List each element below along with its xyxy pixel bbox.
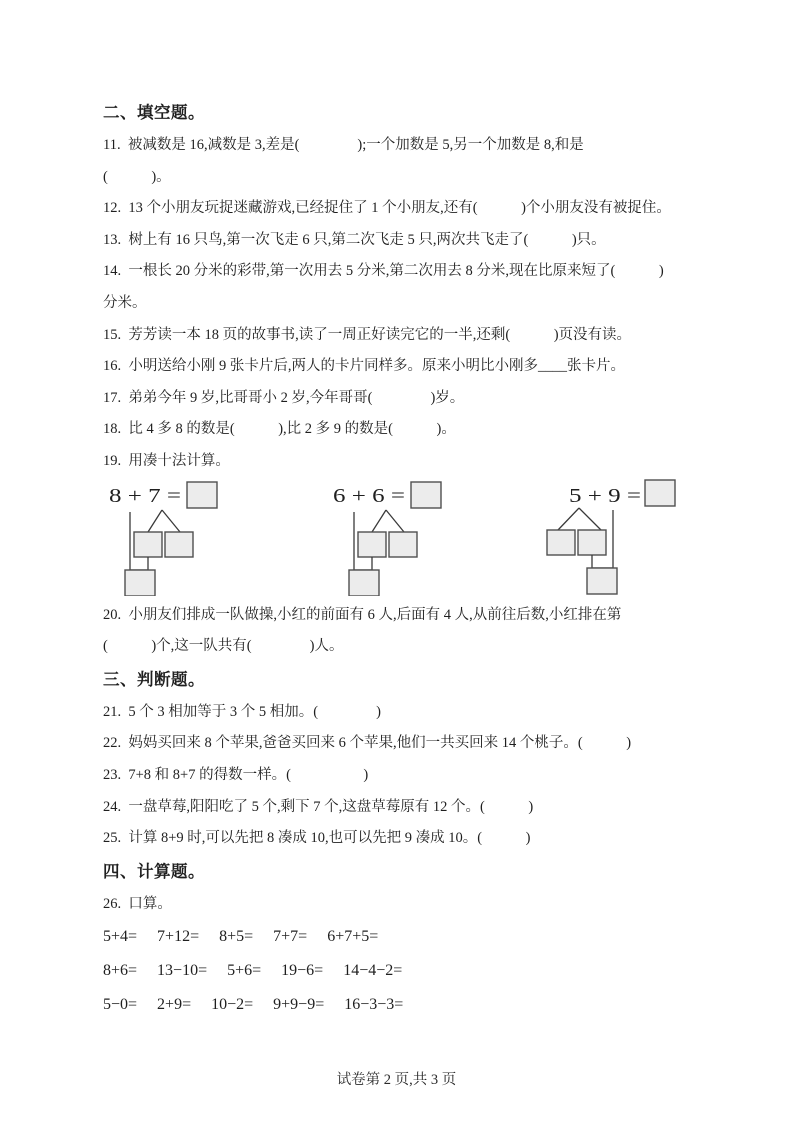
question-11-line2: ( )。 (103, 168, 171, 185)
oral-calc-row-2 (103, 954, 693, 988)
calc-expression: 16−3−3= (344, 996, 404, 1014)
answer-box (411, 482, 441, 508)
calc-expression: 6+7+5= (327, 928, 379, 946)
calc-expression: 5+4= (103, 928, 138, 946)
question-22: 22. 妈妈买回来 8 个苹果,爸爸买回来 6 个苹果,他们一共买回来 14 个桃子。( ) (103, 735, 632, 752)
join-line (130, 557, 148, 570)
question-16: 16. 小明送给小刚 9 张卡片后,两人的卡片同样多。原来小明比小刚多____张卡片。 (103, 358, 625, 375)
question-20-line1: 20. 小朋友们排成一队做操,小红的前面有 6 人,后面有 4 人,从前往后数,小红排在第 (103, 606, 622, 623)
answer-box (187, 482, 217, 508)
equation-text: 8 + 7 = (109, 484, 181, 507)
page-number-label: 试卷第 2 页,共 3 页 (336, 1072, 457, 1088)
join-line (354, 557, 372, 570)
page-footer (0, 1068, 793, 1089)
question-24: 24. 一盘草莓,阳阳吃了 5 个,剩下 7 个,这盘草莓原有 12 个。( ) (103, 798, 534, 815)
equation-text: 5 + 9 = (569, 484, 641, 507)
calc-expression: 13−10= (157, 962, 208, 980)
calc-expression: 2+9= (157, 996, 192, 1014)
section-title-true-false: 三、判断题。 (103, 669, 205, 689)
question-14-line1: 14. 一根长 20 分米的彩带,第一次用去 5 分米,第二次用去 8 分米,现在比原来短了( ) (103, 263, 664, 280)
question-18: 18. 比 4 多 8 的数是( ),比 2 多 9 的数是( )。 (103, 421, 456, 438)
make-ten-diagram-6plus6 (327, 478, 447, 596)
split-fork (372, 510, 404, 532)
question-14-line2: 分米。 (103, 294, 147, 311)
calc-expression: 5+6= (227, 962, 262, 980)
make-ten-diagram-8plus7 (103, 478, 223, 596)
split-box-right (389, 532, 417, 557)
calc-expression: 14−4−2= (343, 962, 403, 980)
split-fork (558, 508, 601, 530)
question-25: 25. 计算 8+9 时,可以先把 8 凑成 10,也可以先把 9 凑成 10。( ) (103, 830, 531, 847)
oral-calc-row-3 (103, 988, 693, 1022)
split-box-right (165, 532, 193, 557)
question-19: 19. 用凑十法计算。 (103, 452, 230, 469)
calc-expression: 7+7= (273, 928, 308, 946)
question-26: 26. 口算。 (103, 895, 172, 912)
split-box-left (547, 530, 575, 555)
calc-expression: 10−2= (211, 996, 254, 1014)
split-box-left (358, 532, 386, 557)
oral-calc-row-1 (103, 920, 693, 954)
question-21: 21. 5 个 3 相加等于 3 个 5 相加。( ) (103, 703, 381, 720)
question-20-line2: ( )个,这一队共有( )人。 (103, 638, 344, 655)
split-fork (148, 510, 180, 532)
question-12: 12. 13 个小朋友玩捉迷藏游戏,已经捉住了 1 个小朋友,还有( )个小朋友没有被捉住。 (103, 200, 671, 217)
calc-expression: 5−0= (103, 996, 138, 1014)
ten-box (587, 568, 617, 594)
split-box-right (578, 530, 606, 555)
ten-box (349, 570, 379, 596)
join-line (592, 555, 613, 568)
section-title-calculation: 四、计算题。 (103, 861, 205, 881)
calc-expression: 8+6= (103, 962, 138, 980)
split-box-left (134, 532, 162, 557)
make-ten-diagrams (103, 478, 693, 596)
calc-expression: 8+5= (219, 928, 254, 946)
calc-expression: 7+12= (157, 928, 200, 946)
question-11-line1: 11. 被减数是 16,减数是 3,差是( );一个加数是 5,另一个加数是 8,和是 (103, 137, 584, 153)
question-15: 15. 芳芳读一本 18 页的故事书,读了一周正好读完它的一半,还剩( )页没有读。 (103, 326, 632, 343)
ten-box (125, 570, 155, 596)
calc-expression: 9+9−9= (273, 996, 325, 1014)
calc-expression: 19−6= (281, 962, 324, 980)
question-13: 13. 树上有 16 只鸟,第一次飞走 6 只,第二次飞走 5 只,两次共飞走了( )只。 (103, 231, 606, 248)
make-ten-diagram-5plus9 (543, 478, 677, 596)
question-17: 17. 弟弟今年 9 岁,比哥哥小 2 岁,今年哥哥( )岁。 (103, 389, 465, 406)
question-23: 23. 7+8 和 8+7 的得数一样。( ) (103, 766, 369, 783)
equation-text: 6 + 6 = (333, 484, 405, 507)
section-title-fill-blanks: 二、填空题。 (103, 103, 205, 122)
answer-box (645, 480, 675, 506)
